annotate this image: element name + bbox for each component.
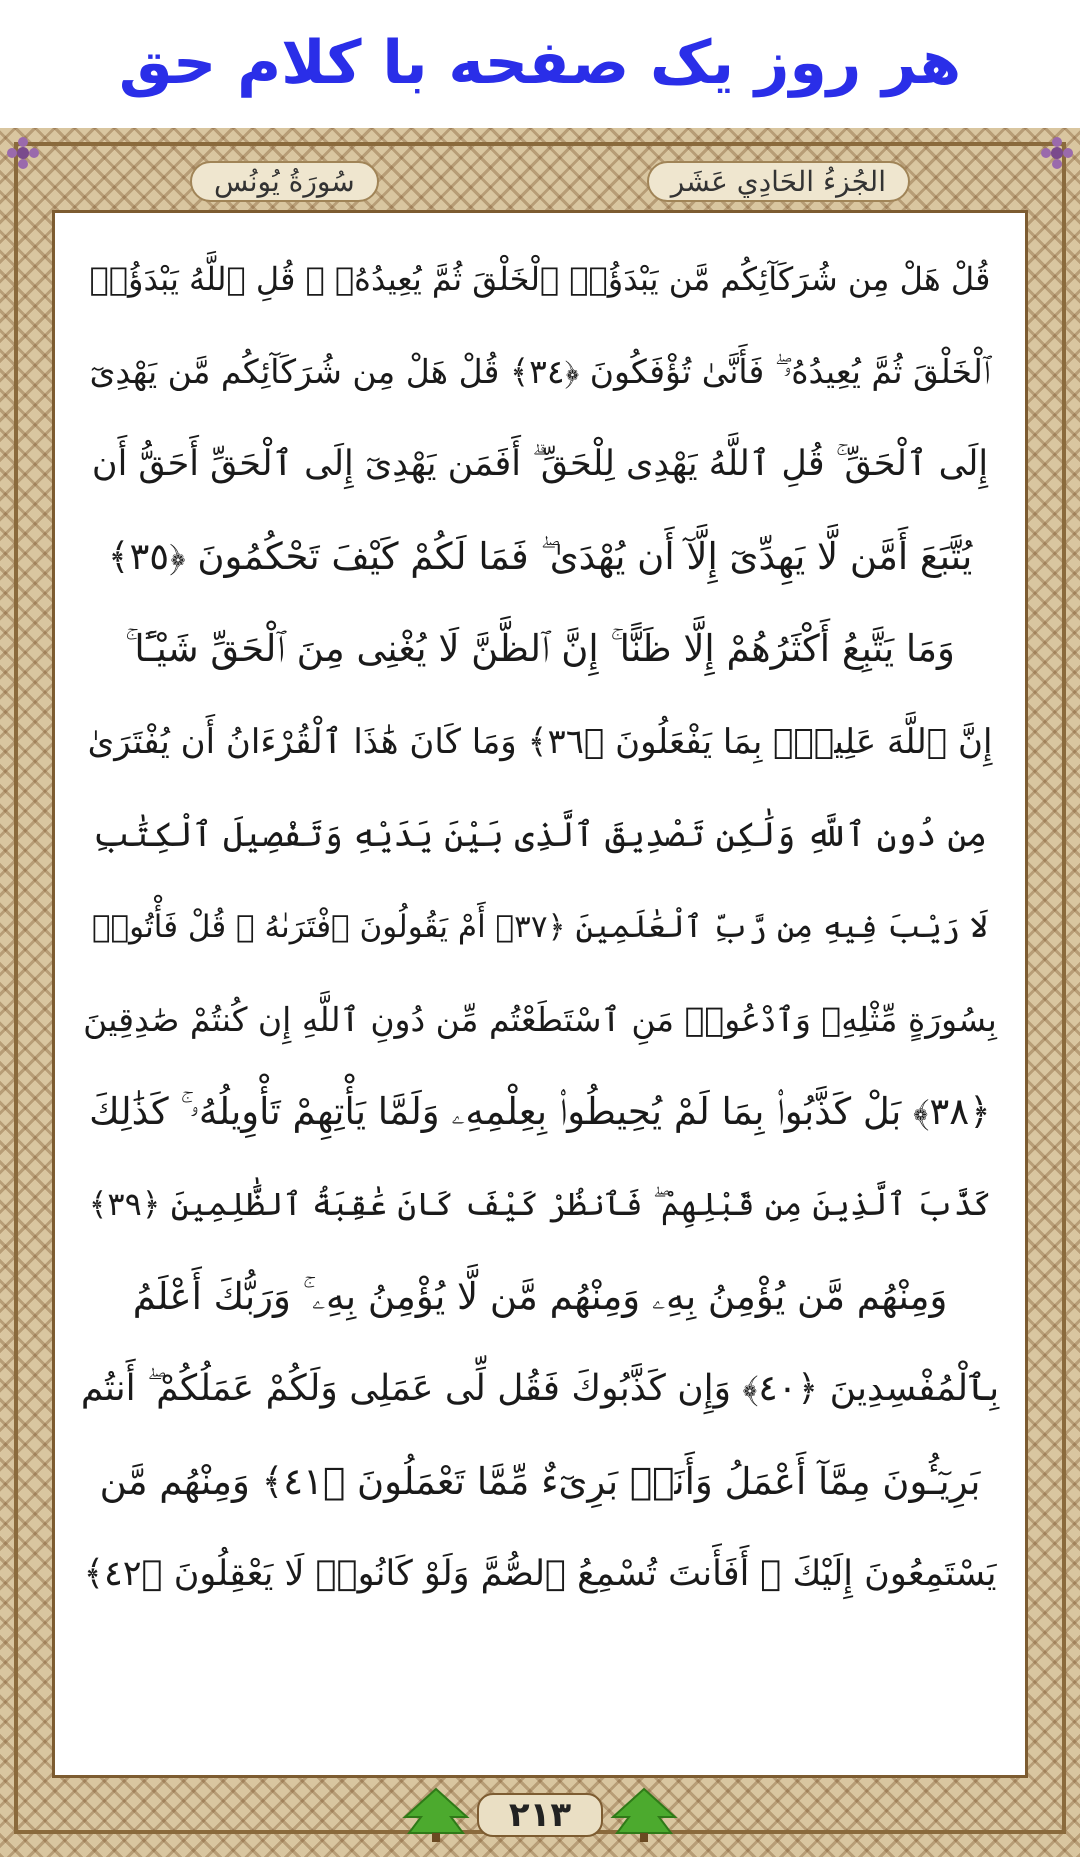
tree-icon	[609, 1787, 679, 1843]
text-line: وَمَا يَتَّبِعُ أَكْثَرُهُمْ إِلَّا ظَنًّا ۚ إِنَّ ٱلظَّنَّ لَا يُغْنِى مِنَ ٱلْحَقِّ شَيْـًٔا ۚ	[125, 627, 955, 671]
text-line: قُلْ هَلْ مِن شُرَكَآئِكُم مَّن يَبْدَؤُا۟ ٱلْخَلْقَ ثُمَّ يُعِيدُهُۥ ۚ قُلِ ٱللَّهُ يَبْدَؤُا۟	[89, 260, 991, 299]
text-line: إِلَى ٱلْحَقِّ ۚ قُلِ ٱللَّهُ يَهْدِى لِلْحَقِّ ۗ أَفَمَن يَهْدِىٓ إِلَى ٱلْحَقِّ أَحَقُّ أَن	[91, 444, 989, 485]
text-line: بَرِيٓـُٔونَ مِمَّآ أَعْمَلُ وَأَنَا۠ بَرِىٓءٌ مِّمَّا تَعْمَلُونَ ﴿٤١﴾ وَمِنْهُم مَّن	[99, 1460, 981, 1504]
page-footer	[0, 1780, 1080, 1850]
text-line: بِسُورَةٍ مِّثْلِهِۦ وَٱدْعُوا۟ مَنِ ٱسْتَطَعْتُم مِّن دُونِ ٱللَّهِ إِن كُنتُمْ صَٰدِقِينَ	[83, 999, 997, 1039]
text-line: وَمِنْهُم مَّن يُؤْمِنُ بِهِۦ وَمِنْهُم مَّن لَّا يُؤْمِنُ بِهِۦ ۚ وَرَبُّكَ أَعْلَمُ	[132, 1274, 948, 1318]
text-line: يَسْتَمِعُونَ إِلَيْكَ ۚ أَفَأَنتَ تُسْمِعُ ٱلصُّمَّ وَلَوْ كَانُوا۟ لَا يَعْقِلُونَ ﴿٤٢﴾	[83, 1554, 997, 1595]
text-line: يُتَّبَعَ أَمَّن لَّا يَهِدِّىٓ إِلَّآ أَن يُهْدَىٰ ۖ فَمَا لَكُمْ كَيْفَ تَحْكُمُونَ ﴿٣٥﴾	[107, 534, 973, 578]
text-line: كَذَّبَ ٱلَّذِينَ مِن قَبْلِهِمْ ۖ فَٱنظُرْ كَيْفَ كَانَ عَٰقِبَةُ ٱلظَّٰلِمِينَ ﴿٣٩﴾	[88, 1184, 992, 1223]
juz-label: الجُزءُ الحَادِي عَشَر	[647, 161, 910, 202]
quran-text-panel	[52, 210, 1028, 1778]
text-line: ٱلْخَلْقَ ثُمَّ يُعِيدُهُۥ ۖ فَأَنَّىٰ تُؤْفَكُونَ ﴿٣٤﴾ قُلْ هَلْ مِن شُرَكَآئِكُم مَّن يَهْدِىٓ	[89, 351, 991, 391]
text-line: إِنَّ ٱللَّهَ عَلِيمٌۢ بِمَا يَفْعَلُونَ ﴿٣٦﴾ وَمَا كَانَ هَٰذَا ٱلْقُرْءَانُ أَن يُفْتَرَىٰ	[87, 722, 993, 763]
page-header	[30, 150, 1050, 212]
text-line: ﴿٣٨﴾ بَلْ كَذَّبُوا۟ بِمَا لَمْ يُحِيطُوا۟ بِعِلْمِهِۦ وَلَمَّا يَأْتِهِمْ تَأْوِيلُهُۥ ۚ كَذَٰلِكَ	[89, 1089, 991, 1133]
page-number: ٢١٣	[477, 1793, 603, 1837]
surah-label: سُورَةُ يُونُس	[190, 161, 379, 202]
text-line: مِن دُونِ ٱللَّهِ وَلَٰكِن تَصْدِيقَ ٱلَّذِى بَيْنَ يَدَيْهِ وَتَفْصِيلَ ٱلْكِتَٰبِ	[92, 814, 988, 855]
page-caption: هر روز یک صفحه با کلام حق	[118, 27, 962, 98]
text-line: بِٱلْمُفْسِدِينَ ﴿٤٠﴾ وَإِن كَذَّبُوكَ فَقُل لِّى عَمَلِى وَلَكُمْ عَمَلُكُمْ ۖ أَنتُم	[80, 1368, 1000, 1410]
text-line: لَا رَيْبَ فِيهِ مِن رَّبِّ ٱلْعَٰلَمِينَ ﴿٣٧﴾ أَمْ يَقُولُونَ ٱفْتَرَىٰهُ ۖ قُلْ فَأْتُوا۟	[91, 908, 989, 945]
tree-icon	[401, 1787, 471, 1843]
